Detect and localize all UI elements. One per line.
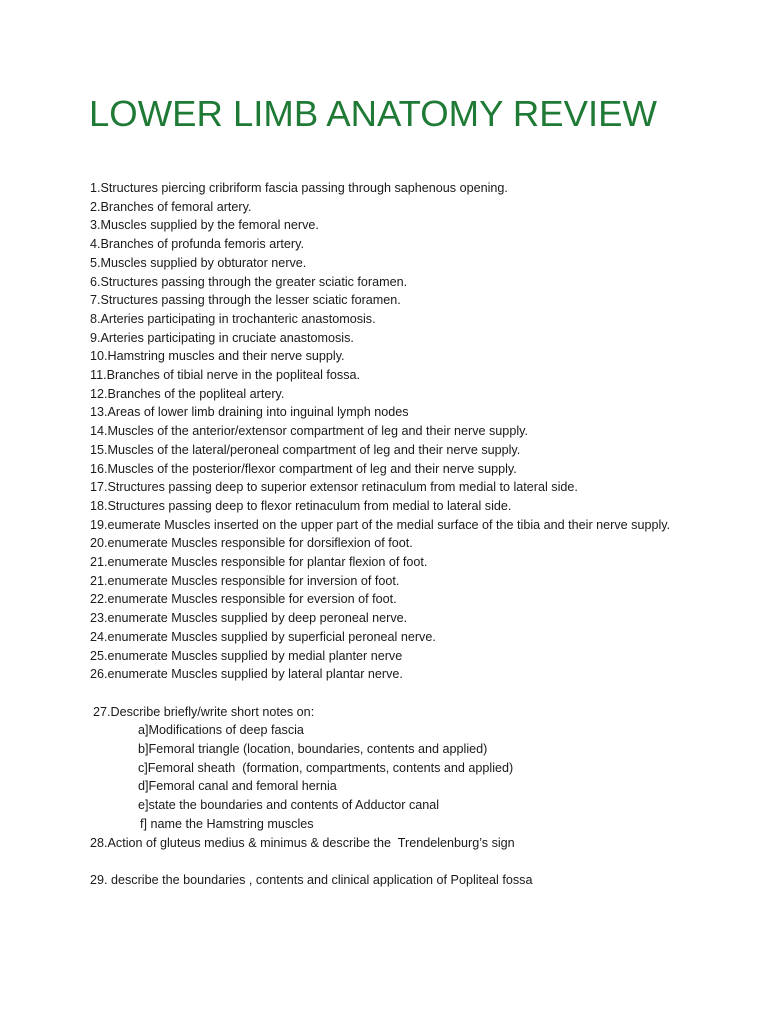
list-item: 9.Arteries participating in cruciate anastomosis. bbox=[90, 330, 354, 345]
question-list bbox=[90, 179, 690, 890]
list-item: 12.Branches of the popliteal artery. bbox=[90, 386, 285, 401]
sub-item: a]Modifications of deep fascia bbox=[138, 723, 304, 738]
list-item: 22.enumerate Muscles responsible for eversion of foot. bbox=[90, 592, 397, 607]
list-item: 18.Structures passing deep to flexor retinaculum from medial to lateral side. bbox=[90, 498, 512, 513]
list-item: 10.Hamstring muscles and their nerve supply. bbox=[90, 349, 345, 364]
spacer bbox=[90, 684, 690, 703]
sub-item: b]Femoral triangle (location, boundaries, contents and applied) bbox=[138, 742, 488, 757]
page-title: LOWER LIMB ANATOMY REVIEW bbox=[89, 93, 657, 134]
list-item: 4.Branches of profunda femoris artery. bbox=[90, 237, 304, 252]
list-item: 8.Arteries participating in trochanteric anastomosis. bbox=[90, 311, 376, 326]
sub-item: c]Femoral sheath (formation, compartments, contents and applied) bbox=[138, 760, 514, 775]
list-item-heading: 27.Describe briefly/write short notes on: bbox=[93, 704, 315, 719]
list-item: 17.Structures passing deep to superior extensor retinaculum from medial to lateral side. bbox=[90, 480, 578, 495]
sub-item: f] name the Hamstring muscles bbox=[140, 816, 314, 831]
list-item: 2.Branches of femoral artery. bbox=[90, 199, 252, 214]
list-item: 3.Muscles supplied by the femoral nerve. bbox=[90, 218, 319, 233]
list-item: 25.enumerate Muscles supplied by medial planter nerve bbox=[90, 648, 403, 663]
sub-item: d]Femoral canal and femoral hernia bbox=[138, 779, 337, 794]
list-item: 21.enumerate Muscles responsible for inversion of foot. bbox=[90, 573, 400, 588]
list-item: 14.Muscles of the anterior/extensor compartment of leg and their nerve supply. bbox=[90, 424, 528, 439]
list-item: 1.Structures piercing cribriform fascia passing through saphenous opening. bbox=[90, 181, 508, 195]
list-item: 13.Areas of lower limb draining into inguinal lymph nodes bbox=[90, 405, 409, 420]
list-item: 23.enumerate Muscles supplied by deep peroneal nerve. bbox=[90, 611, 408, 626]
spacer bbox=[90, 852, 690, 871]
list-item: 6.Structures passing through the greater sciatic foramen. bbox=[90, 274, 408, 289]
list-item: 15.Muscles of the lateral/peroneal compartment of leg and their nerve supply. bbox=[90, 442, 521, 457]
list-item: 28.Action of gluteus medius & minimus & describe the Trendelenburg’s sign bbox=[90, 835, 515, 850]
list-item: 26.enumerate Muscles supplied by lateral plantar nerve. bbox=[90, 667, 403, 682]
list-item: 29. describe the boundaries , contents and clinical application of Popliteal fossa bbox=[90, 872, 533, 887]
list-item: 21.enumerate Muscles responsible for plantar flexion of foot. bbox=[90, 555, 428, 570]
sub-item: e]state the boundaries and contents of Adductor canal bbox=[138, 798, 440, 813]
list-item: 19.eumerate Muscles inserted on the upper part of the medial surface of the tibia and their nerve supply. bbox=[90, 517, 671, 532]
list-item: 5.Muscles supplied by obturator nerve. bbox=[90, 255, 307, 270]
list-item: 16.Muscles of the posterior/flexor compartment of leg and their nerve supply. bbox=[90, 461, 517, 476]
list-item: 7.Structures passing through the lesser sciatic foramen. bbox=[90, 293, 401, 308]
list-item: 11.Branches of tibial nerve in the popliteal fossa. bbox=[90, 368, 360, 383]
list-item: 24.enumerate Muscles supplied by superficial peroneal nerve. bbox=[90, 629, 436, 644]
list-item: 20.enumerate Muscles responsible for dorsiflexion of foot. bbox=[90, 536, 413, 551]
